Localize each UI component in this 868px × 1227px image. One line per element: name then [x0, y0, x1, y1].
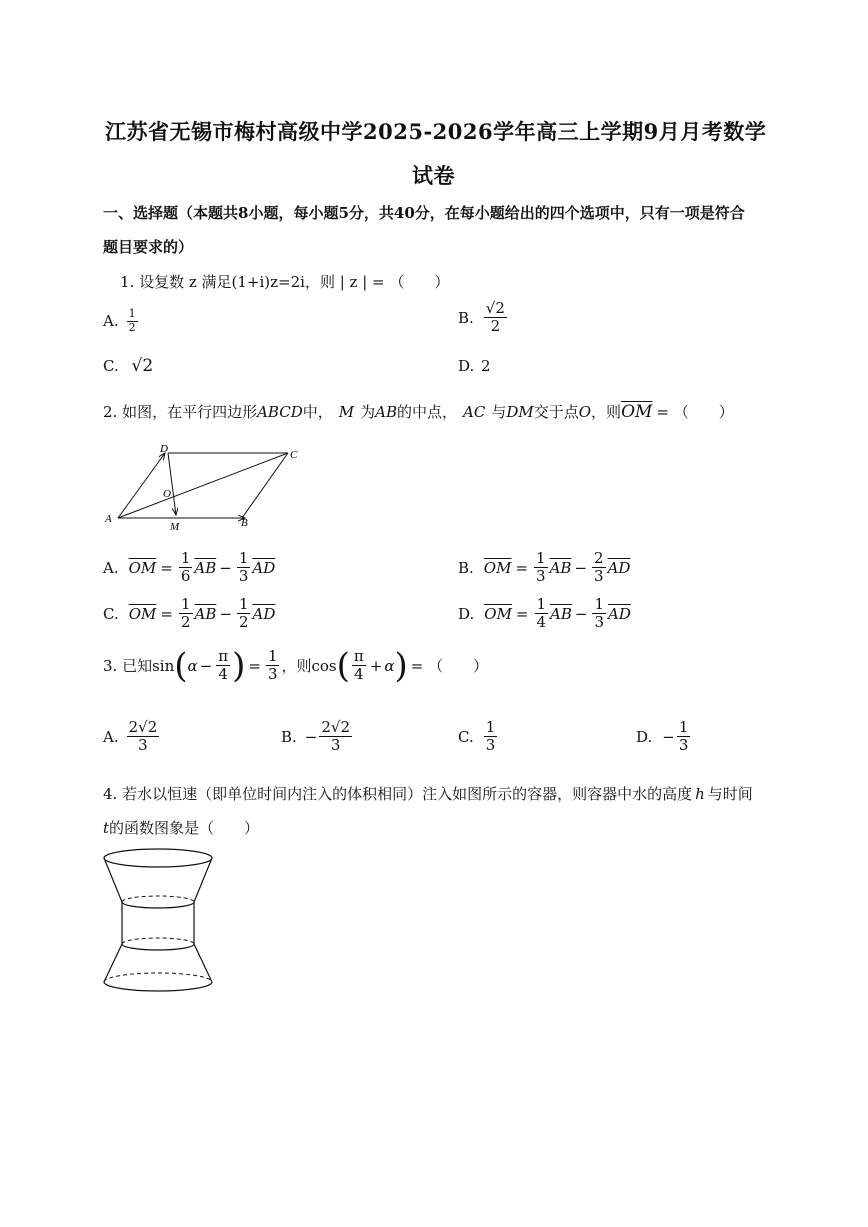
numerator: 1 [267, 647, 278, 665]
fraction [266, 648, 280, 684]
q1-option-c [103, 356, 153, 376]
numerator: 1 [180, 595, 191, 613]
fraction [179, 596, 193, 632]
vector-ab: $\overline{AB}$ [194, 604, 217, 623]
q2-text-part: 与 [491, 403, 507, 421]
numerator: 1 [485, 718, 496, 736]
q1-option-b [458, 300, 509, 336]
q3-option-b [281, 719, 354, 755]
option-label: C. [103, 604, 119, 623]
vector-ab: $\overline{AB}$ [194, 558, 217, 577]
q2-var: AB [375, 403, 397, 421]
denominator: 6 [180, 567, 191, 586]
q2-text-part: 为 [360, 403, 376, 421]
edge-cb [242, 453, 288, 518]
label-a: A [105, 513, 112, 525]
operator: − [219, 604, 232, 623]
denominator: 3 [594, 613, 605, 632]
vector-ad: $\overline{AD}$ [607, 558, 631, 577]
fraction [484, 719, 498, 755]
q3-var: α [187, 656, 198, 675]
denominator: 3 [678, 736, 689, 755]
fraction [319, 719, 352, 755]
q3-option-d [636, 719, 692, 755]
label-c: C [290, 449, 298, 461]
numerator: 1 [678, 718, 689, 736]
label-m: M [170, 521, 180, 533]
q2-text-part: ，则 [591, 403, 622, 421]
denominator: 4 [536, 613, 547, 632]
denominator: 2 [180, 613, 191, 632]
q2-var: M [338, 403, 355, 421]
option-label: C. [103, 357, 119, 375]
numerator: 1 [180, 549, 191, 567]
document-title: 江苏省无锡市梅村高级中学2025-2026学年高三上学期9月月考数学 [105, 119, 767, 144]
diagonal-ac [118, 453, 288, 518]
question-4-text-line2 [103, 817, 259, 838]
q3-text-part: ，则 [281, 657, 312, 676]
q3-text-part: 3. 已知 [103, 657, 153, 676]
fraction [216, 648, 230, 684]
option-label: D. [636, 727, 653, 746]
q2-option-a: A. $\overline{OM}$ = $\frac{1}{6}$ $\overline{AB}$ − $\frac{1}{3}$ $\overline{AD}$ [103, 549, 276, 586]
q2-text-part: = （ ） [656, 403, 734, 421]
denominator: 3 [330, 736, 341, 755]
section-heading: 一、选择题（本题共8小题，每小题5分，共40分，在每小题给出的四个选项中，只有一项是符合 [103, 204, 745, 222]
question-3-text: 3. 已知 sin ( α − $\frac{\pi}{4}$ ) = $\frac{1}{3}$ ，则 cos ( $\frac{\pi}{4}$ + α ) = （ ） [103, 645, 489, 686]
vector-om: $\overline{OM}$ [484, 604, 512, 623]
document-title-line2: 试卷 [412, 163, 455, 188]
denominator: 3 [238, 567, 249, 586]
question-4-text [103, 783, 753, 804]
denominator: 3 [267, 665, 278, 684]
numerator: 1 [128, 307, 136, 320]
numerator: 2√2 [321, 718, 351, 736]
label-d: D [160, 443, 168, 455]
q4-var: h [695, 785, 705, 803]
q1-option-d [458, 357, 491, 375]
denominator: 3 [138, 736, 148, 755]
option-label: C. [458, 727, 474, 746]
label-b: B [241, 517, 248, 529]
vector-om: $\overline{OM}$ [483, 558, 512, 577]
q4-text-part: 4. 若水以恒速（即单位时间内注入的体积相同）注入如图所示的容器，则容器中水的高度 [103, 785, 693, 803]
section-heading-line2: 题目要求的） [103, 238, 194, 256]
vector-ad: $\overline{AD}$ [608, 604, 631, 623]
q3-text-part: = （ ） [410, 657, 489, 676]
q4-var: t [103, 819, 110, 837]
denominator: 4 [354, 665, 364, 684]
numerator: 1 [594, 595, 605, 613]
fraction [592, 550, 606, 586]
q2-var: ABCD [257, 403, 303, 421]
operator: − [199, 656, 213, 675]
denominator: 2 [238, 613, 249, 632]
numerator: 1 [536, 549, 546, 567]
label-o: O [163, 488, 171, 500]
q3-func: cos [311, 656, 337, 675]
fraction [237, 550, 251, 586]
option-value: √2 [131, 356, 154, 376]
fraction [592, 596, 606, 632]
option-label: D. [458, 604, 475, 623]
option-label: D. [458, 357, 475, 375]
q3-var: α [384, 656, 395, 675]
operator: − [574, 604, 588, 623]
q2-option-b: B. $\overline{OM}$ = $\frac{1}{3}$ $\overline{AB}$ − $\frac{2}{3}$ $\overline{AD}$ [458, 549, 631, 586]
option-value: 2 [481, 357, 491, 375]
denominator: 4 [218, 665, 228, 684]
fraction [534, 550, 548, 586]
vector-ab: $\overline{AB}$ [550, 604, 572, 623]
q4-text-part: 的函数图象是（ ） [109, 819, 260, 837]
fraction [677, 719, 691, 755]
segment-dm [168, 453, 176, 515]
numerator: 1 [238, 595, 249, 613]
q2-text-part: 的中点， [396, 403, 457, 421]
denominator: 3 [485, 736, 496, 755]
q2-text-part: 2. 如图，在平行四边形 [103, 403, 258, 421]
vector-ad: $\overline{AD}$ [252, 558, 276, 577]
vector-om: $\overline{OM}$ [128, 604, 157, 623]
q2-text-part: 中， [302, 403, 333, 421]
fraction [127, 719, 160, 755]
option-label: B. [458, 308, 474, 327]
option-label: A. [103, 558, 119, 577]
denominator: 2 [128, 320, 136, 334]
option-label: A. [103, 312, 119, 331]
fraction [352, 648, 366, 684]
container-figure [100, 846, 220, 996]
denominator: 2 [490, 317, 501, 336]
q3-option-a [103, 719, 161, 755]
vector-om: $\overline{OM}$ [128, 558, 157, 577]
fraction [127, 308, 138, 334]
numerator: π [353, 647, 364, 665]
denominator: 3 [536, 567, 546, 586]
question-2-text [103, 401, 734, 422]
numerator: √2 [485, 299, 505, 317]
operator: = [248, 656, 261, 675]
sign: − [304, 727, 318, 746]
operator: − [574, 558, 588, 577]
option-label: A. [103, 727, 119, 746]
q2-var: O [578, 403, 592, 421]
q1-option-a [103, 308, 140, 334]
option-label: B. [281, 727, 297, 746]
fraction [484, 300, 507, 336]
fraction [179, 550, 193, 586]
vector-ad: $\overline{AD}$ [252, 604, 276, 623]
numerator: 1 [536, 595, 547, 613]
q3-func: sin [152, 656, 175, 675]
fraction [237, 596, 251, 632]
question-1-text: 1. 设复数 z 满足(1+i)z=2i，则 | z | = （ ） [120, 273, 450, 291]
fraction [535, 596, 549, 632]
q2-text-part: 交于点 [533, 403, 579, 421]
numerator: 2 [594, 549, 604, 567]
q2-var: DM [506, 403, 534, 421]
parallelogram-figure [100, 440, 310, 535]
numerator: π [218, 647, 229, 665]
numerator: 2√2 [128, 718, 158, 736]
q3-option-c [458, 719, 499, 755]
option-label: B. [458, 558, 474, 577]
sign: − [662, 727, 675, 746]
q2-var: AC [463, 403, 486, 421]
denominator: 3 [594, 567, 604, 586]
q2-option-c: C. $\overline{OM}$ = $\frac{1}{2}$ $\overline{AB}$ − $\frac{1}{2}$ $\overline{AD}$ [103, 595, 276, 632]
operator: − [219, 558, 232, 577]
operator: + [369, 656, 383, 675]
numerator: 1 [238, 549, 249, 567]
q2-vector: $\overline{OM}$ [621, 402, 653, 422]
q4-text-part: 与时间 [707, 785, 753, 803]
edge-ad [118, 453, 165, 518]
q2-option-d: D. $\overline{OM}$ = $\frac{1}{4}$ $\overline{AB}$ − $\frac{1}{3}$ $\overline{AD}$ [458, 595, 631, 632]
vector-ab: $\overline{AB}$ [549, 558, 572, 577]
